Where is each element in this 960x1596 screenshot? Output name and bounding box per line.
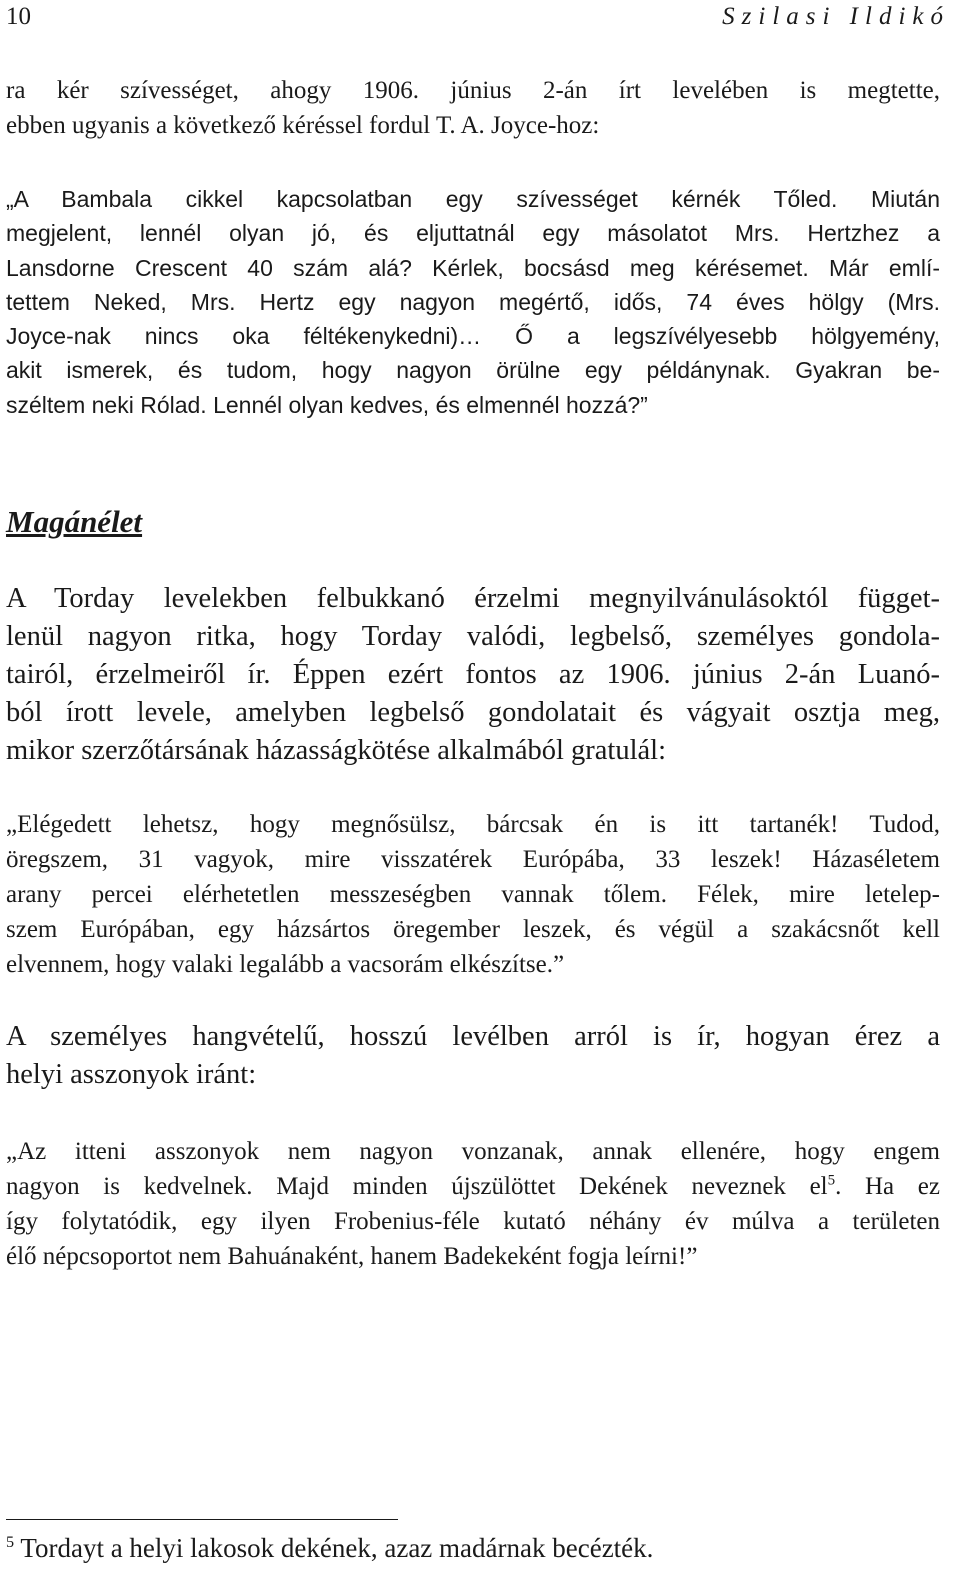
text-line: szem Európában, egy házsártos öregember leszek, és végül a szakácsnőt kell [6,916,940,943]
text-line: helyi asszonyok iránt: [6,1059,257,1090]
text-line: arany percei elérhetetlen messzeségben vannak tőlem. Félek, mire letelep- [6,881,940,908]
text-line: ebben ugyanis a következő kéréssel fordul T. A. Joyce-hoz: [6,112,600,139]
text-line: ra kér szívességet, ahogy 1906. június 2-án írt levelében is megtette, [6,77,940,104]
text-line: ból írott levele, amelyben legbelső gondolatait és vágyait osztja meg, [6,697,940,728]
text-line: megjelent, lennél olyan jó, és eljuttatnál egy másolatot Mrs. Hertzhez a [6,220,940,247]
text-line: élő népcsoportot nem Bahuánaként, hanem Badekeként fogja leírni!” [6,1243,698,1270]
quote-local-women-letter [6,1134,940,1274]
text-fragment: . Ha ez [835,1173,940,1200]
text-line: elvennem, hogy valaki legalább a vacsorám elkészítse.” [6,951,565,978]
footnote-text: Tordayt a helyi lakosok dekének, azaz madárnak becézték. [20,1533,654,1563]
page-number: 10 [6,3,31,30]
text-line: öregszem, 31 vagyok, mire visszatérek Európába, 33 leszek! Házaséletem [6,846,940,873]
text-line: A személyes hangvételű, hosszú levélben arról is ír, hogyan érez a [6,1021,940,1052]
section-heading: Magánélet [6,504,143,539]
text-line: „A Bambala cikkel kapcsolatban egy szívességet kérnék Tőled. Miután [6,186,940,212]
footnote-marker: 5 [6,1533,15,1551]
paragraph-private-life [6,580,940,770]
text-line: A Torday levelekben felbukkanó érzelmi megnyilvánulásoktól függet- [6,583,940,614]
running-head-author: Szilasi Ildikó [722,3,950,30]
text-line: lenül nagyon ritka, hogy Torday valódi, legbelső, személyes gondola- [6,621,940,652]
quote-bambala-letter [6,182,940,422]
text-line: „Az itteni asszonyok nem nagyon vonzanak, annak ellenére, hogy engem [6,1138,940,1165]
text-line: Lansdorne Crescent 40 szám alá? Kérlek, bocsásd meg kérésemet. Már emlí- [6,254,940,281]
quote-marriage-letter [6,807,940,982]
text-line: tettem Neked, Mrs. Hertz egy nagyon megértő, idős, 74 éves hölgy (Mrs. [6,288,940,315]
footnote-divider [6,1519,398,1520]
text-line: akit ismerek, és tudom, hogy nagyon örülne egy példánynak. Gyakran be- [6,357,940,384]
page-header [6,2,950,32]
paragraph-local-women [6,1018,940,1094]
footnote-reference: 5 [827,1172,836,1189]
footnote [6,1531,940,1565]
text-line [6,1169,940,1204]
text-line: tairól, érzelmeiről ír. Éppen ezért fontos az 1906. június 2-án Luanó- [6,659,940,690]
text-fragment: nagyon is kedvelnek. Majd minden újszülöttet Dekének neveznek el [6,1173,828,1200]
text-line: „Elégedett lehetsz, hogy megnősülsz, bárcsak én is itt tartanék! Tudod, [6,811,940,838]
text-line: így folytatódik, egy ilyen Frobenius-féle kutató néhány év múlva a területen [6,1208,940,1235]
text-line: mikor szerzőtársának házasságkötése alkalmából gratulál: [6,735,666,766]
text-line: Joyce-nak nincs oka féltékenykedni)… Ő a legszívélyesebb hölgyemény, [6,323,940,350]
text-line: széltem neki Rólad. Lennél olyan kedves, és elmennél hozzá?” [6,391,648,418]
paragraph-intro [6,73,940,143]
